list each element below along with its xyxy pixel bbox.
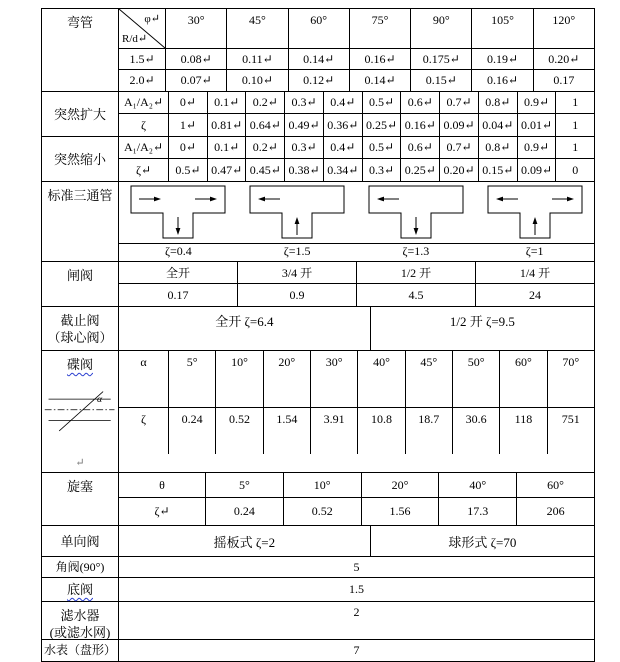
table-cell: 0.81↵ (208, 114, 247, 136)
table-cell: 0.64↵ (246, 114, 285, 136)
angle-valve-value: 5 (353, 559, 360, 574)
table-cell: 0.52 (284, 498, 362, 525)
section-foot-valve (42, 578, 594, 602)
table-cell: 30.6 (453, 408, 500, 454)
table-cell: 3/4 开 (238, 262, 357, 283)
table-cell: 0.09↵ (440, 114, 479, 136)
section-gate-valve (42, 262, 594, 307)
table-cell: 40° (439, 473, 517, 497)
table-cell: 0.25↵ (363, 114, 402, 136)
table-cell: 0.9 (238, 284, 357, 306)
table-cell: 10° (216, 351, 263, 407)
zeta-symbol: ζ↵ (119, 498, 206, 525)
table-cell: 0.14↵ (289, 49, 350, 69)
tee-zeta-2: ζ=1.5 (283, 244, 311, 258)
table-cell: 0 (572, 162, 579, 177)
table-cell: 0.3↵ (363, 159, 402, 181)
table-cell: 0↵ (169, 137, 208, 158)
table-cell: 0.52 (216, 408, 263, 454)
expansion-ratios (169, 92, 594, 113)
section-check-valve (42, 526, 594, 557)
table-cell: 0.9↵ (518, 137, 557, 158)
section-cock-valve (42, 473, 594, 526)
contraction-zetas (169, 159, 594, 181)
corner-rd-label: R/d↵ (122, 33, 148, 45)
table-cell: 0.20↵ (548, 51, 580, 66)
tee-zeta-row (119, 244, 594, 261)
table-cell: 0.16↵ (350, 49, 411, 69)
table-cell: 24 (529, 287, 541, 302)
table-cell: 17.3 (439, 498, 517, 525)
bend-row-1 (119, 49, 594, 70)
table-cell: 0.14↵ (350, 70, 411, 91)
corner-phi-label: φ↵ (144, 13, 160, 25)
table-cell: 30° (311, 351, 358, 407)
table-cell: 0.01↵ (518, 114, 557, 136)
table-cell: 1.54 (264, 408, 311, 454)
table-cell: 0.20↵ (440, 159, 479, 181)
section-butterfly-valve (42, 351, 594, 473)
section-strainer (42, 602, 594, 640)
butterfly-angles (169, 351, 594, 407)
table-cell: 0.19↵ (472, 49, 533, 69)
table-cell: 0.47↵ (208, 159, 247, 181)
diagonal-corner-cell (119, 9, 166, 48)
row-label-butterfly: 碟阀 α ↵ (42, 351, 119, 472)
table-cell: 60° (500, 351, 547, 407)
cock-zetas (206, 498, 594, 525)
gate-openings (119, 262, 594, 283)
water-meter-value: 7 (353, 643, 360, 657)
section-standard-tee (42, 182, 594, 262)
table-cell: 0.5↵ (363, 137, 402, 158)
table-cell: 120° (552, 13, 576, 27)
table-cell: 0.12↵ (289, 70, 350, 91)
table-cell: 1↵ (169, 114, 208, 136)
row-label-globe: 截止阀 （球心阀） (42, 307, 119, 350)
row-label-angle-valve: 角阀(90°) (42, 557, 119, 577)
table-cell: 0.6↵ (401, 137, 440, 158)
row-label-foot-valve: 底阀 (66, 582, 93, 597)
table-cell: 0.09↵ (518, 159, 557, 181)
table-cell: 全开 (119, 262, 238, 283)
table-cell: 0.08↵ (166, 49, 227, 69)
bend-row-2 (119, 70, 594, 91)
row-label-expansion: 突然扩大 (42, 92, 119, 136)
theta-symbol: θ (119, 473, 206, 497)
bend-values-2 (166, 70, 594, 91)
row-label-check: 单向阀 (42, 526, 119, 556)
tee-diagram-4 (487, 185, 583, 241)
table-cell: 20° (264, 351, 311, 407)
table-cell: 1/2 开 (357, 262, 476, 283)
tee-zeta-3: ζ=1.3 (402, 244, 430, 258)
check-swing-type: 摇板式 ζ=2 (119, 526, 371, 556)
row-label-gate: 闸阀 (42, 262, 119, 306)
table-cell: 3.91 (311, 408, 358, 454)
section-angle-valve (42, 557, 594, 578)
globe-half-open: 1/2 开 ζ=9.5 (449, 314, 515, 329)
table-cell: 20° (362, 473, 440, 497)
table-cell: 60° (547, 477, 564, 492)
bend-values-1 (166, 49, 594, 69)
row-label-water-meter: 水表（盘形） (42, 640, 119, 661)
table-cell: 0↵ (169, 92, 208, 113)
table-cell: 0.15↵ (411, 70, 472, 91)
table-cell: 1/4 开 (519, 266, 551, 280)
table-cell: 0.38↵ (285, 159, 324, 181)
table-cell: 1.56 (362, 498, 440, 525)
table-cell: 60° (289, 9, 350, 48)
table-cell: 0.25↵ (401, 159, 440, 181)
gate-values (119, 284, 594, 306)
zeta-symbol: ζ (119, 114, 169, 136)
table-cell: 0.8↵ (479, 92, 518, 113)
table-cell: 0.1↵ (208, 137, 247, 158)
contraction-ratios (169, 137, 594, 158)
tee-zeta-4: ζ=1 (525, 244, 544, 258)
area-ratio-symbol: A₁/A₂↵ (119, 92, 169, 113)
table-cell: 0.5↵ (169, 159, 208, 181)
zeta-symbol: ζ (119, 408, 169, 454)
section-sudden-expansion (42, 92, 594, 137)
table-cell: 90° (411, 9, 472, 48)
section-sudden-contraction (42, 137, 594, 182)
table-cell: 10.8 (358, 408, 405, 454)
tee-diagram-1 (130, 185, 226, 241)
table-cell: 45° (227, 9, 288, 48)
return-mark: ↵ (75, 457, 85, 469)
table-cell: 751 (561, 412, 580, 426)
table-cell: 0.3↵ (285, 137, 324, 158)
table-cell: 45° (406, 351, 453, 407)
tee-zeta-1: ζ=0.4 (165, 244, 192, 258)
butterfly-valve-diagram (44, 383, 116, 441)
tee-diagram-3 (368, 185, 464, 241)
alpha-symbol: α (119, 351, 169, 407)
table-cell: 0.24 (206, 498, 284, 525)
table-cell: 0.15↵ (479, 159, 518, 181)
strainer-value: 2 (353, 605, 360, 619)
table-cell: 0.7↵ (440, 137, 479, 158)
alpha-angle-label: α (97, 394, 103, 406)
table-cell: 0.36↵ (324, 114, 363, 136)
bend-rd-value: 2.0↵ (119, 70, 166, 91)
check-ball-type: 球形式 ζ=70 (448, 534, 517, 550)
table-cell: 0.17 (553, 73, 575, 87)
table-cell: 0.3↵ (285, 92, 324, 113)
table-cell: 0.4↵ (324, 92, 363, 113)
table-cell: 5° (169, 351, 216, 407)
table-cell: 206 (546, 504, 565, 518)
table-cell: 40° (358, 351, 405, 407)
table-cell: 75° (350, 9, 411, 48)
row-label-bend: 弯管 (42, 9, 119, 91)
table-cell: 0.10↵ (227, 70, 288, 91)
table-cell: 0.24 (169, 408, 216, 454)
table-cell: 70° (562, 355, 580, 369)
table-cell: 0.8↵ (479, 137, 518, 158)
table-cell: 0.1↵ (208, 92, 247, 113)
table-cell: 0.07↵ (166, 70, 227, 91)
table-cell: 50° (453, 351, 500, 407)
table-cell: 30° (166, 9, 227, 48)
table-cell: 10° (284, 473, 362, 497)
bend-angle-headers (166, 9, 594, 48)
foot-valve-value: 1.5 (349, 582, 364, 596)
zeta-symbol: ζ↵ (119, 159, 169, 181)
table-cell: 0.49↵ (285, 114, 324, 136)
table-cell: 0.16↵ (472, 70, 533, 91)
area-ratio-symbol: A₁/A₂↵ (119, 137, 169, 158)
table-cell: 105° (472, 9, 533, 48)
cock-angles (206, 473, 594, 497)
section-water-meter (42, 640, 594, 661)
table-cell: 5° (206, 473, 284, 497)
table-cell: 1 (572, 117, 579, 132)
table-cell: 118 (500, 408, 547, 454)
tee-diagram-2 (249, 185, 345, 241)
table-cell: 1 (572, 140, 579, 154)
globe-full-open: 全开 ζ=6.4 (119, 307, 371, 350)
table-cell: 1 (572, 95, 579, 109)
table-cell: 0.04↵ (479, 114, 518, 136)
row-label-contraction: 突然缩小 (42, 137, 119, 181)
table-cell: 0.11↵ (227, 49, 288, 69)
resistance-coefficient-table (41, 8, 595, 662)
table-cell: 0.6↵ (401, 92, 440, 113)
table-cell: 0.17 (119, 284, 238, 306)
table-cell: 0.16↵ (401, 114, 440, 136)
section-globe-valve (42, 307, 594, 351)
row-label-strainer: 滤水器 (或滤水网) (42, 602, 119, 639)
table-cell: 0.34↵ (324, 159, 363, 181)
section-bend-pipe (42, 9, 594, 92)
expansion-zetas (169, 114, 594, 136)
table-cell: 0.2↵ (246, 137, 285, 158)
bend-header-row (119, 9, 594, 49)
tee-diagrams-row (119, 182, 594, 244)
bend-rd-value: 1.5↵ (119, 49, 166, 69)
table-cell: 0.5↵ (363, 92, 402, 113)
table-cell: 0.45↵ (246, 159, 285, 181)
table-cell: 0.7↵ (440, 92, 479, 113)
table-cell: 18.7 (406, 408, 453, 454)
table-cell: 4.5 (357, 284, 476, 306)
table-cell: 0.4↵ (324, 137, 363, 158)
row-label-cock: 旋塞 (42, 473, 119, 525)
butterfly-zetas (169, 408, 594, 454)
row-label-tee: 标准三通管 (42, 182, 119, 261)
table-cell: 0.175↵ (411, 49, 472, 69)
table-cell: 0.9↵ (518, 92, 557, 113)
table-cell: 0.2↵ (246, 92, 285, 113)
